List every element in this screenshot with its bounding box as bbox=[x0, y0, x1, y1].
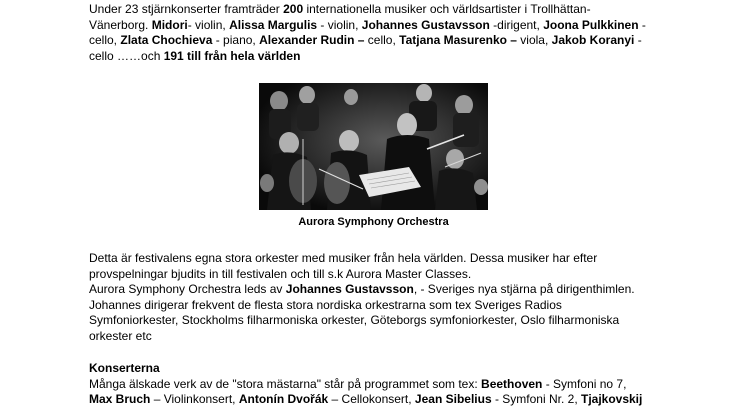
orchestra-line: Aurora Symphony Orchestra leds av Johannes Gustavsson, - Sveriges nya stjärna på dirigenthimlen. bbox=[89, 282, 635, 297]
composer-name: Tjajkovskij bbox=[580, 392, 643, 407]
intro-line: cello ……och 191 till från hela världen bbox=[89, 48, 301, 63]
intro-line: Vänerborg. Midori- violin, Alissa Margulis - violin, Johannes Gustavsson -dirigent, Joona Pulkkinen - bbox=[89, 17, 646, 32]
artist-name: Joona Pulkkinen bbox=[543, 17, 639, 32]
intro-line: cello, Zlata Chochieva - piano, Alexander Rudin – cello, Tatjana Masurenko – viola, Jakob Koranyi - bbox=[89, 33, 642, 48]
concerts-section bbox=[89, 361, 689, 408]
intro-line: Under 23 stjärnkonserter framträder 200 internationella musiker och världsartister i Trollhättan- bbox=[89, 2, 591, 16]
composer-name: Jean Sibelius bbox=[414, 392, 492, 407]
artist-name: Midori bbox=[151, 17, 188, 32]
concerts-line: Många älskade verk av de "stora mästarna" står på programmet som tex: Beethoven - Symfoni no 7, bbox=[89, 376, 627, 391]
orchestra-line: provspelningar bjudits in till festivalen och till s.k Aurora Master Classes. bbox=[89, 266, 472, 281]
concerts-line: Max Bruch – Violinkonsert, Antonín Dvořák – Cellokonsert, Jean Sibelius - Symfoni Nr. 2, Tjajkovskij bbox=[89, 392, 643, 407]
artist-name: Tatjana Masurenko – bbox=[399, 33, 517, 48]
intro-paragraph bbox=[89, 2, 689, 64]
orchestra-photo bbox=[259, 83, 488, 210]
orchestra-line: Detta är festivalens egna stora orkester med musiker från hela världen. Dessa musiker har efter bbox=[89, 251, 598, 265]
conductor-name: Johannes Gustavsson bbox=[285, 282, 414, 297]
artist-name: Zlata Chochieva bbox=[120, 33, 213, 48]
orchestra-line: Johannes dirigerar frekvent de flesta stora nordiska orkestrarna som tex Sveriges Radios bbox=[89, 297, 562, 312]
composer-name: Beethoven bbox=[481, 376, 543, 391]
orchestra-line: Symfoniorkester, Stockholms filharmoniska orkester, Göteborgs symfoniorkester, Oslo filharmoniska bbox=[89, 313, 620, 328]
orchestra-paragraph bbox=[89, 251, 689, 345]
concerts-heading: Konserterna bbox=[89, 361, 160, 375]
composer-name: Max Bruch bbox=[89, 392, 151, 407]
photo-caption: Aurora Symphony Orchestra bbox=[298, 216, 449, 228]
artist-name: Alexander Rudin – bbox=[259, 33, 365, 48]
artist-name: Johannes Gustavsson bbox=[361, 17, 490, 32]
orchestra-photo-image bbox=[259, 83, 488, 210]
orchestra-line: orkester etc bbox=[89, 328, 152, 343]
artist-name: Jakob Koranyi bbox=[551, 33, 635, 48]
composer-name: Antonín Dvořák bbox=[238, 392, 329, 407]
artist-name: Alissa Margulis bbox=[229, 17, 318, 32]
